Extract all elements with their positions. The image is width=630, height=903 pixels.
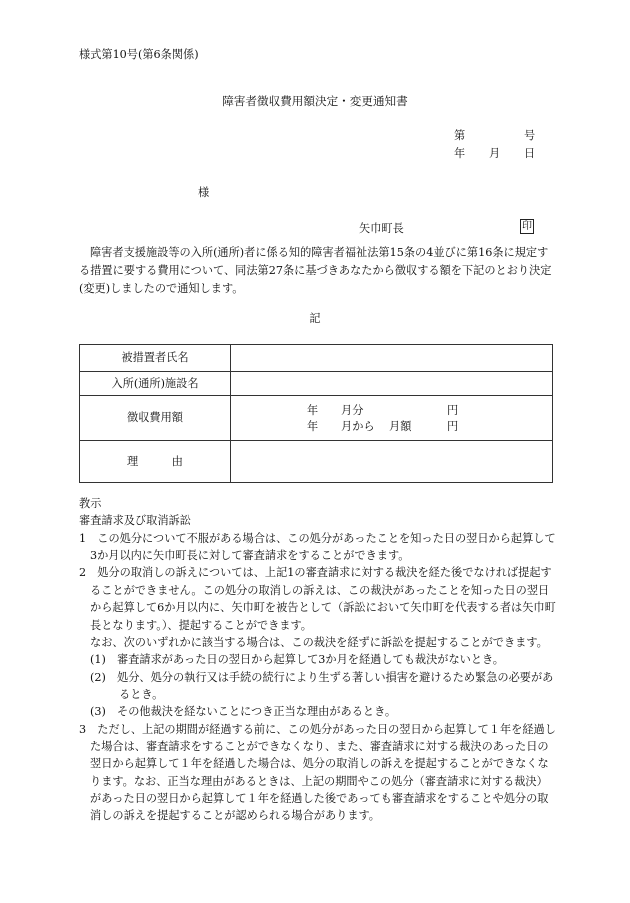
fee-label: 徴収費用額 [80, 396, 231, 441]
fee-year-label-2: 年 [307, 420, 319, 433]
seal-stamp: 印 [522, 221, 532, 232]
instruction-heading: 教示 [79, 497, 102, 510]
table-row [80, 396, 553, 441]
name-label: 被措置者氏名 [80, 345, 231, 372]
notice-table [79, 344, 553, 483]
fee-month-label: 月分 [341, 404, 364, 417]
addressee-honorific: 様 [198, 186, 210, 199]
fee-monthly-label: 月額 [389, 420, 412, 433]
table-row [80, 441, 553, 483]
instruction-subitem-3: (3) その他裁決を経ないことにつき正当な理由があるとき。 [90, 705, 397, 719]
instruction-subitem-2: (2) 処分、処分の執行又は手続の続行により生ずる著しい損害を避けるため緊急の必要があるとき。 [90, 670, 554, 701]
instruction-item-3: 3 ただし、上記の期間が経過する前に、この処分があった日の翌日から起算して１年を経過した場合は、審査請求をすることができなくなり、また、審査請求に対する裁決のあった日の翌日から起算して１年を経過した場合は、処分の取消しの訴えを提起することができなくなります。なお、正当な理由があるときは、上記の期間やこの処分（審査請求に対する裁決）があった日の翌日から起算して１年を経過した後であっても審査請求をすることや処分の取消しの訴えを提起することが認められる場合があります。 [79, 722, 556, 823]
date-day-label: 日 [524, 147, 536, 160]
table-row [80, 372, 553, 396]
facility-value-cell [231, 372, 553, 396]
fee-year-label: 年 [307, 404, 319, 417]
instruction-section [79, 495, 557, 825]
instruction-item-1: 1 この処分について不服がある場合は、この処分があったことを知った日の翌日から起算して3か月以内に矢巾町長に対して審査請求をすることができます。 [79, 531, 556, 563]
fee-yen-label: 円 [447, 404, 459, 417]
fee-yen-label-2: 円 [447, 420, 459, 433]
table-row [80, 345, 553, 372]
instruction-subheading: 審査請求及び取消訴訟 [79, 514, 191, 528]
fee-line-2 [231, 418, 552, 434]
date-month-label: 月 [489, 147, 501, 160]
document-number-prefix: 第 [454, 129, 466, 142]
facility-label: 入所(通所)施設名 [80, 372, 231, 396]
fee-month-from-label: 月から [341, 420, 375, 433]
instruction-item-2: 2 処分の取消しの訴えについては、上記1の審査請求に対する裁決を経た後でなければ提起することができません。この処分の取消しの訴えは、この裁決があったことを知った日の翌日から起算して6か月以内に、矢巾町を被告として（訴訟において矢巾町を代表する者は矢巾町長となります。）、提起することができます。 [79, 566, 556, 632]
reason-value-cell [231, 441, 553, 483]
name-value-cell [231, 345, 553, 372]
instruction-subitem-1: (1) 審査請求があった日の翌日から起算して3か月を経過しても裁決がないとき。 [90, 653, 504, 667]
issuer-name: 矢巾町長 [359, 222, 404, 235]
date-year-label: 年 [454, 147, 466, 160]
fee-value-cell [231, 396, 553, 441]
instruction-item-2-continuation: なお、次のいずれかに該当する場合は、この裁決を経ずに訴訟を提起することができます。 [90, 635, 548, 649]
form-number: 様式第10号(第6条関係) [79, 48, 199, 61]
document-number-suffix: 号 [524, 129, 536, 142]
notice-paragraph: 障害者支援施設等の入所(通所)者に係る知的障害者福祉法第15条の4並びに第16条に規定する措置に要する費用について、同法第27条に基づきあなたから徴収する額を下記のとおり決定(変更)しましたので通知します。 [79, 246, 552, 296]
fee-line-1 [231, 402, 552, 418]
document-title: 障害者徴収費用額決定・変更通知書 [222, 94, 408, 108]
ki-heading: 記 [309, 312, 321, 325]
reason-label: 理 由 [80, 441, 231, 483]
